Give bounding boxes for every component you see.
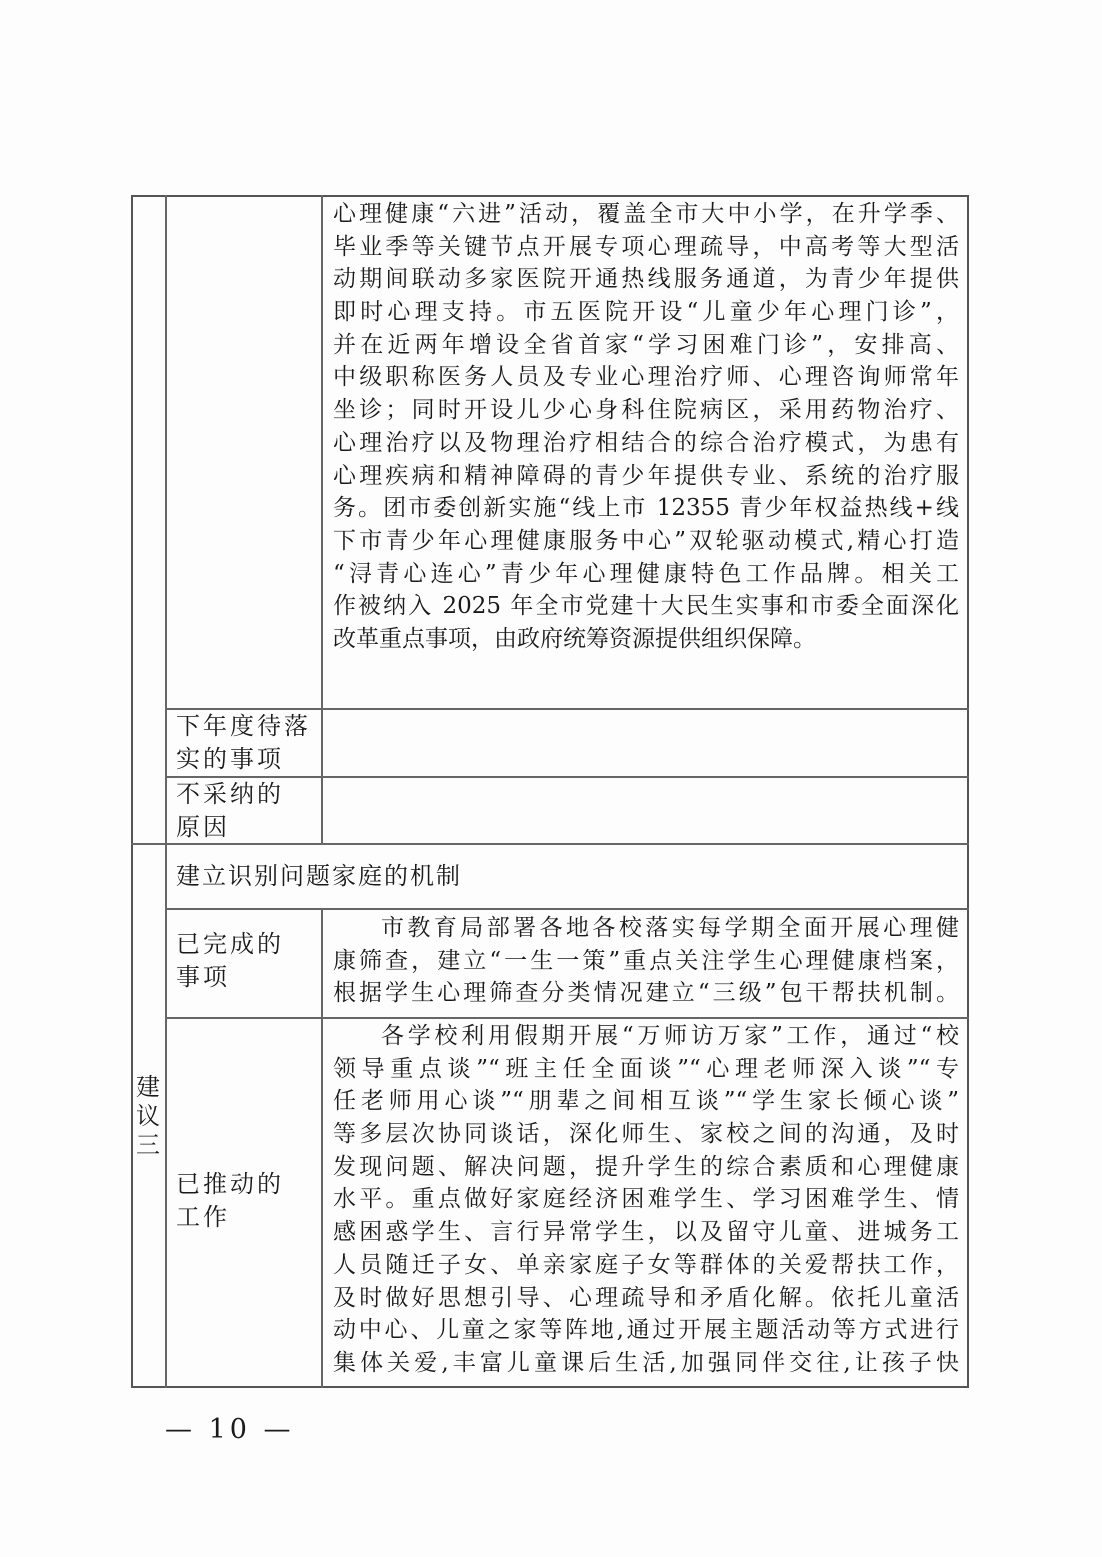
page-number: — 10 — — [165, 1414, 295, 1445]
text-line: 领导重点谈”“班主任全面谈”“心理老师深入谈”“专 — [333, 1055, 959, 1082]
text-line: 毕业季等关键节点开展专项心理疏导，中高考等大型活 — [333, 233, 959, 260]
label-line: 原因 — [176, 812, 230, 841]
promoted-work-content — [333, 1020, 959, 1380]
text-line: 集体关爱,丰富儿童课后生活,加强同伴交往,让孩子快 — [333, 1349, 959, 1376]
text-line: 并在近两年增设全省首家“学习困难门诊”，安排高、 — [333, 331, 959, 358]
text-line: 动期间联动多家医院开通热线服务通道，为青少年提供 — [333, 266, 959, 293]
text-line: “浔青心连心”青少年心理健康特色工作品牌。相关工 — [333, 560, 959, 587]
text-line: 中级职称医务人员及专业心理治疗师、心理咨询师常年 — [333, 364, 959, 391]
suggestion-title: 建立识别问题家庭的机制 — [176, 862, 462, 890]
text-line: 市教育局部署各地各校落实每学期全面开展心理健 — [381, 915, 959, 941]
table-divider — [321, 908, 323, 1388]
label-line: 工作 — [176, 1202, 230, 1231]
label-line: 已完成的 — [176, 930, 284, 958]
progress-content — [333, 198, 959, 656]
table-divider — [165, 195, 167, 1388]
text-line: 动中心、儿童之家等阵地,通过开展主题活动等方式进行 — [333, 1317, 959, 1344]
rejected-reason-label — [176, 778, 316, 843]
text-line: 务。团市委创新实施“线上市 12355 青少年权益热线+线 — [333, 495, 959, 522]
label-line: 已推动的 — [176, 1170, 284, 1198]
completed-items-content — [333, 912, 959, 1010]
table-divider — [321, 195, 323, 845]
text-line: 等多层次协同谈话，深化师生、家校之间的沟通，及时 — [333, 1121, 959, 1148]
label-line: 事项 — [176, 962, 230, 991]
text-line: 坐诊；同时开设儿少心身科住院病区，采用药物治疗、 — [333, 397, 959, 424]
text-line: 水平。重点做好家庭经济困难学生、学习困难学生、情 — [333, 1186, 959, 1213]
text-line: 人员随迁子女、单亲家庭子女等群体的关爱帮扶工作， — [333, 1251, 959, 1278]
text-line: 心理治疗以及物理治疗相结合的综合治疗模式，为患有 — [333, 429, 959, 456]
label-line: 下年度待落 — [176, 712, 311, 740]
text-line: 康筛查，建立“一生一策”重点关注学生心理健康档案， — [333, 947, 959, 974]
text-line: 感困惑学生、言行异常学生，以及留守儿童、进城务工 — [333, 1219, 959, 1246]
label-char: 建 — [136, 1073, 160, 1101]
text-line: 作被纳入 2025 年全市党建十大民生实事和市委全面深化 — [333, 593, 959, 620]
text-line: 改革重点事项，由政府统筹资源提供组织保障。 — [333, 625, 816, 652]
table-divider — [165, 908, 969, 910]
label-char: 议 — [136, 1102, 160, 1130]
text-line: 下市青少年心理健康服务中心”双轮驱动模式,精心打造 — [333, 527, 959, 554]
text-line: 心理健康“六进”活动，覆盖全市大中小学，在升学季、 — [333, 201, 959, 227]
text-line: 根据学生心理筛查分类情况建立“三级”包干帮扶机制。 — [333, 980, 959, 1007]
text-line: 及时做好思想引导、心理疏导和矛盾化解。依托儿童活 — [333, 1284, 959, 1311]
table-divider — [165, 1017, 969, 1019]
label-char: 三 — [136, 1131, 160, 1159]
completed-items-label — [176, 928, 316, 993]
text-line: 心理疾病和精神障碍的青少年提供专业、系统的治疗服 — [333, 462, 959, 489]
text-line: 即时心理支持。市五医院开设“儿童少年心理门诊”， — [333, 299, 959, 326]
pending-items-label — [176, 710, 316, 775]
text-line: 各学校利用假期开展“万师访万家”工作，通过“校 — [381, 1023, 959, 1049]
suggestion-three-label — [133, 1073, 163, 1160]
label-line: 实的事项 — [176, 744, 284, 773]
text-line: 任老师用心谈”“朋辈之间相互谈”“学生家长倾心谈” — [333, 1088, 959, 1115]
label-line: 不采纳的 — [176, 780, 284, 808]
text-line: 发现问题、解决问题，提升学生的综合素质和心理健康 — [333, 1153, 959, 1180]
promoted-work-label — [176, 1168, 316, 1233]
